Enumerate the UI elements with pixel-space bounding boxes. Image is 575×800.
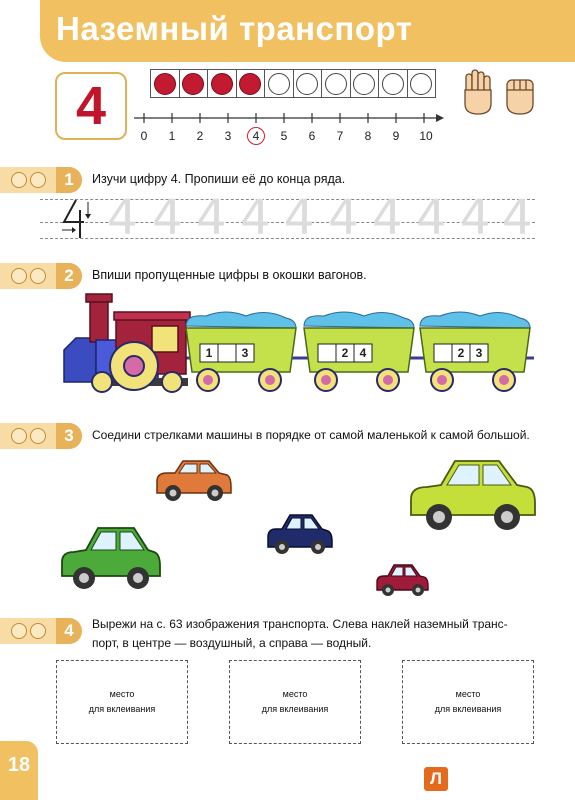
number-line	[134, 110, 444, 130]
number-line-label: 7	[336, 129, 344, 143]
number-line-label: 9	[392, 129, 400, 143]
trace-digit: 4	[372, 190, 403, 246]
paste-box-air[interactable]	[229, 660, 361, 744]
big-digit: 4	[75, 76, 107, 136]
smile-face-icon	[11, 172, 27, 188]
car-orange[interactable]	[153, 455, 233, 505]
count-cell	[321, 70, 350, 97]
paste-label: место	[455, 689, 481, 699]
task-number: 3	[56, 423, 82, 449]
trace-digit: 4	[152, 190, 183, 246]
count-cell	[207, 70, 236, 97]
empty-dot	[268, 73, 290, 95]
task-number: 1	[56, 167, 82, 193]
number-line-label-highlighted: 4	[252, 129, 260, 143]
wagon-window: 4	[359, 346, 367, 360]
count-cell	[151, 70, 179, 97]
paste-box-land[interactable]	[56, 660, 188, 744]
number-line-label: 2	[196, 129, 204, 143]
count-cell	[407, 70, 436, 97]
trace-digit: 4	[284, 190, 315, 246]
trace-digit: 4	[416, 190, 447, 246]
empty-dot	[353, 73, 375, 95]
count-cell	[179, 70, 208, 97]
count-cell	[264, 70, 293, 97]
paste-box-water[interactable]	[402, 660, 534, 744]
number-line-label: 1	[168, 129, 176, 143]
trace-digit: 4	[240, 190, 271, 246]
paste-label: для вклеивания	[261, 704, 329, 714]
number-line-label: 0	[140, 129, 148, 143]
wagon-window: 3	[475, 346, 483, 360]
number-line-label: 10	[419, 129, 433, 143]
sad-face-icon	[30, 172, 46, 188]
task-4-text-line2: порт, в центре — воздушный, а справа — водный.	[92, 636, 372, 650]
car-green[interactable]	[58, 522, 162, 594]
filled-dot	[154, 73, 176, 95]
trace-digit: 4	[196, 190, 227, 246]
sad-face-icon	[30, 623, 46, 639]
count-cell	[236, 70, 265, 97]
trace-digit: 4	[502, 190, 533, 246]
count-cell	[293, 70, 322, 97]
filled-dot	[211, 73, 233, 95]
task-3-text: Соедини стрелками машины в порядке от самой маленькой к самой большой.	[92, 428, 530, 442]
task-number: 4	[56, 618, 82, 644]
number-line-label: 8	[364, 129, 372, 143]
smile-face-icon	[11, 623, 27, 639]
count-cell	[350, 70, 379, 97]
wagon-window: 3	[241, 346, 249, 360]
task-2-text: Впиши пропущенные цифры в окошки вагонов.	[92, 268, 367, 282]
sad-face-icon	[30, 268, 46, 284]
smile-face-icon	[11, 428, 27, 444]
paste-label: для вклеивания	[88, 704, 156, 714]
empty-dot	[325, 73, 347, 95]
trace-digit: 4	[328, 190, 359, 246]
task-1-text: Изучи цифру 4. Пропиши её до конца ряда.	[92, 172, 346, 186]
car-maroon[interactable]	[374, 560, 430, 598]
filled-dot	[239, 73, 261, 95]
wagon-window: 2	[457, 346, 465, 360]
publisher-logo: Л	[424, 767, 448, 791]
wagon-window: 2	[341, 346, 349, 360]
task-4-text-line1: Вырежи на с. 63 изображения транспорта. Слева наклей наземный транс-	[92, 617, 508, 631]
empty-dot	[296, 73, 318, 95]
counting-cells	[150, 69, 436, 98]
trace-digit: 4	[107, 190, 138, 246]
paste-label: место	[109, 689, 135, 699]
page-title: Наземный транспорт	[56, 10, 413, 47]
paste-label: для вклеивания	[434, 704, 502, 714]
task-number: 2	[56, 263, 82, 289]
trace-digit: 4	[460, 190, 491, 246]
stroke-order-sample	[58, 196, 94, 242]
sad-face-icon	[30, 428, 46, 444]
number-line-label: 5	[280, 129, 288, 143]
empty-dot	[382, 73, 404, 95]
paste-label: место	[282, 689, 308, 699]
smile-face-icon	[11, 268, 27, 284]
page-number: 18	[7, 754, 31, 776]
wagon-window: 1	[205, 346, 213, 360]
car-yellow-green[interactable]	[407, 455, 537, 535]
open-hand-icon	[460, 68, 496, 116]
empty-dot	[410, 73, 432, 95]
count-cell	[378, 70, 407, 97]
filled-dot	[182, 73, 204, 95]
fist-icon	[503, 76, 537, 116]
number-line-label: 6	[308, 129, 316, 143]
number-line-label: 3	[224, 129, 232, 143]
car-dark-blue[interactable]	[264, 509, 334, 557]
